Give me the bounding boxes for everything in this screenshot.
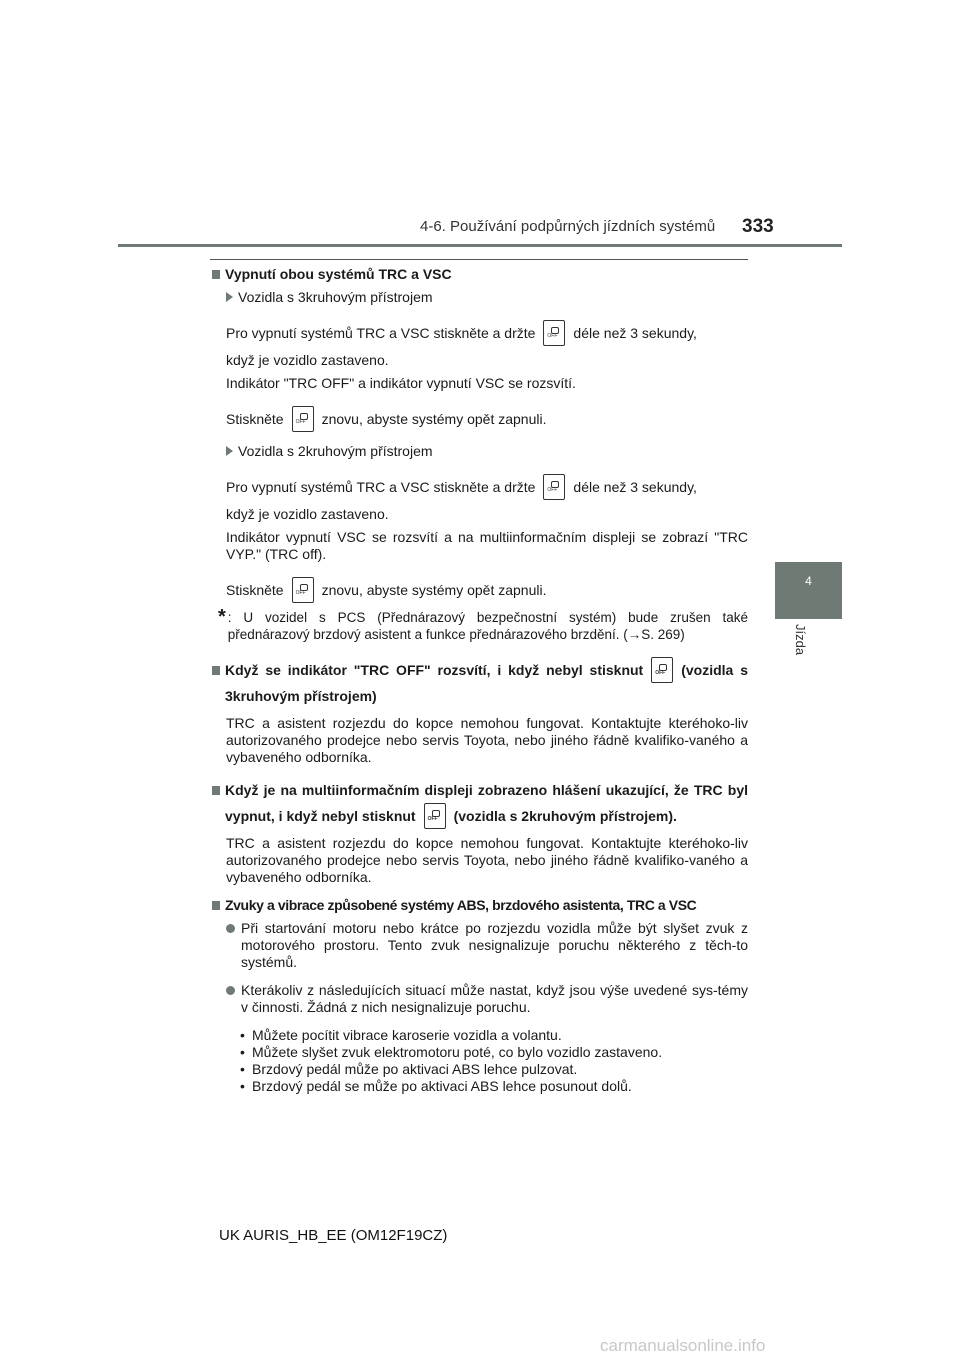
section-heading-text: Zvuky a vibrace způsobené systémy ABS, brzdového asistenta, TRC a VSC: [225, 897, 697, 913]
sub-list-text: Brzdový pedál může po aktivaci ABS lehce pulzovat.: [252, 1061, 578, 1077]
chapter-tab: [775, 562, 842, 619]
sub-list-text: Můžete slyšet zvuk elektromotoru poté, co bylo vozidlo zastaveno.: [252, 1044, 663, 1060]
paragraph: [212, 406, 748, 432]
paragraph-text: Pro vypnutí systémů TRC a VSC stiskněte a držte: [226, 479, 536, 495]
paragraph-text: znovu, abyste systémy opět zapnuli.: [321, 582, 547, 598]
section-heading: [212, 897, 748, 914]
heading-text: (vozidla s 3kruhovým přístrojem): [225, 662, 748, 704]
paragraph: když je vozidlo zastaveno.: [226, 506, 389, 522]
heading-text: (vozidla s 2kruhovým přístrojem).: [453, 808, 677, 824]
section-heading: [212, 657, 748, 709]
footnote-marker: *: [218, 606, 226, 628]
square-bullet-icon: [212, 901, 220, 910]
paragraph-text: déle než 3 sekundy,: [573, 479, 697, 495]
variant-label: [212, 443, 748, 460]
square-bullet-icon: [212, 666, 220, 675]
footer-doc-code: UK AURIS_HB_EE (OM12F19CZ): [219, 1227, 448, 1244]
section-heading-text: Vypnutí obou systémů TRC a VSC: [225, 266, 452, 282]
paragraph: TRC a asistent rozjezdu do kopce nemohou fungovat. Kontaktujte kteréhoko-liv autorizovaného prodejce nebo servis Toyota, nebo jiného řádně kvalifiko-vaného a vybaveného odborníka.: [226, 835, 748, 885]
sub-list-marker: •: [240, 1061, 245, 1077]
square-bullet-icon: [212, 786, 220, 795]
round-bullet-icon: [226, 986, 235, 995]
paragraph: [212, 577, 748, 603]
sub-list-marker: •: [240, 1078, 245, 1094]
sub-list-text: Brzdový pedál se může po aktivaci ABS lehce posunout dolů.: [252, 1078, 632, 1094]
vsc-off-button-icon: [543, 320, 565, 346]
variant-label-text: Vozidla s 3kruhovým přístrojem: [238, 289, 433, 305]
variant-label-text: Vozidla s 2kruhovým přístrojem: [238, 443, 433, 459]
page-content: [212, 266, 748, 1095]
chapter-tab-number: 4: [805, 574, 812, 588]
section-heading: [212, 777, 748, 829]
content-top-rule: [210, 259, 748, 260]
page-number: 333: [742, 216, 774, 237]
sub-list-item: [240, 1044, 748, 1061]
header-rule: [118, 244, 842, 247]
triangle-bullet-icon: [226, 292, 233, 302]
sub-list-item: [240, 1061, 748, 1078]
round-bullet-icon: [226, 924, 235, 933]
watermark: carmanualsonline.info: [600, 1336, 766, 1355]
vsc-off-button-icon: [543, 474, 565, 500]
paragraph: TRC a asistent rozjezdu do kopce nemohou fungovat. Kontaktujte kteréhoko-liv autorizovaného prodejce nebo servis Toyota, nebo jiného řádně kvalifiko-vaného a vybaveného odborníka.: [226, 715, 748, 765]
section-heading-text: [225, 777, 748, 829]
section-heading-text: [225, 657, 748, 709]
paragraph: Indikátor "TRC OFF" a indikátor vypnutí VSC se rozsvítí.: [226, 375, 576, 391]
footnote: [212, 606, 748, 643]
sub-list-marker: •: [240, 1044, 245, 1060]
sub-list-item: [240, 1027, 748, 1044]
paragraph: když je vozidlo zastaveno.: [226, 352, 389, 368]
bullet-text: Při startování motoru nebo krátce po rozjezdu vozidla může být slyšet zvuk z motorového prostoru. Tento zvuk nesignalizuje poruchu některého z těch-to systémů.: [241, 920, 748, 970]
sub-list-text: Můžete pocítit vibrace karoserie vozidla a volantu.: [252, 1027, 562, 1043]
section-title: 4-6. Používání podpůrných jízdních systémů: [420, 218, 716, 235]
square-bullet-icon: [212, 270, 220, 279]
section-heading: [212, 266, 748, 283]
paragraph-text: Stiskněte: [226, 582, 284, 598]
heading-text: Když se indikátor "TRC OFF" rozsvítí, i když nebyl stisknut: [225, 662, 644, 678]
chapter-tab-label: Jízda: [793, 624, 808, 656]
sub-list-item: [240, 1078, 748, 1095]
paragraph: Indikátor vypnutí VSC se rozsvítí a na multiinformačním displeji se zobrazí "TRC VYP." (TRC off).: [226, 529, 748, 562]
paragraph-text: déle než 3 sekundy,: [573, 325, 697, 341]
paragraph: [212, 474, 748, 500]
sub-list-marker: •: [240, 1027, 245, 1043]
variant-label: [212, 289, 748, 306]
vsc-off-button-icon: [651, 657, 673, 683]
paragraph-text: Stiskněte: [226, 411, 284, 427]
triangle-bullet-icon: [226, 446, 233, 456]
paragraph: [212, 320, 748, 346]
bullet-text: Kterákoliv z následujících situací může nastat, když jsou výše uvedené sys-témy v činnosti. Žádná z nich nesignalizuje poruchu.: [241, 982, 748, 1015]
paragraph-text: Pro vypnutí systémů TRC a VSC stiskněte a držte: [226, 325, 536, 341]
vsc-off-button-icon: [292, 577, 314, 603]
vsc-off-button-icon: [292, 406, 314, 432]
heading-text: Když je na multiinformačním displeji zobrazeno hlášení ukazující, že TRC byl vypnut, i když nebyl stisknut: [225, 782, 748, 824]
bullet-item: [212, 920, 748, 971]
footnote-text: : U vozidel s PCS (Přednárazový bezpečnostní systém) bude zrušen také přednárazový brzdový asistent a funkce přednárazového brzdění. (→S. 269): [227, 610, 748, 642]
bullet-item: [212, 982, 748, 1016]
paragraph-text: znovu, abyste systémy opět zapnuli.: [321, 411, 547, 427]
vsc-off-button-icon: [424, 803, 446, 829]
sub-list: [212, 1027, 748, 1095]
